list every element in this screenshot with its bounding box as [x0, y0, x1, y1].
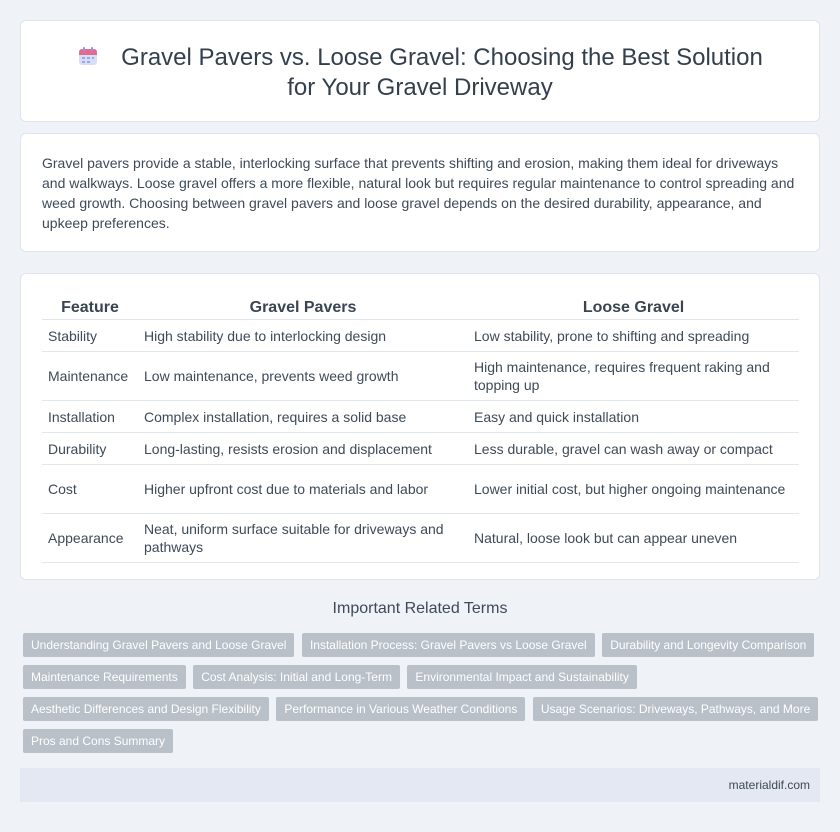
related-term-tag[interactable]: Durability and Longevity Comparison	[602, 633, 814, 657]
table-row	[42, 514, 799, 563]
related-term-tag[interactable]: Pros and Cons Summary	[23, 729, 173, 753]
comparison-table	[42, 296, 799, 563]
pavers-cell: Neat, uniform surface suitable for driveways and pathways	[138, 514, 468, 563]
table-row	[42, 433, 799, 465]
related-term-tag[interactable]: Cost Analysis: Initial and Long-Term	[193, 665, 400, 689]
related-term-tag[interactable]: Performance in Various Weather Conditions	[276, 697, 525, 721]
pavers-cell: Higher upfront cost due to materials and labor	[138, 465, 468, 514]
comparison-table-card	[20, 273, 820, 580]
loose-cell: Less durable, gravel can wash away or compact	[468, 433, 799, 465]
feature-cell: Appearance	[42, 514, 138, 563]
table-row	[42, 465, 799, 514]
table-row	[42, 352, 799, 401]
footer	[20, 768, 820, 802]
related-terms-title: Important Related Terms	[332, 600, 508, 617]
related-term-tag[interactable]: Environmental Impact and Sustainability	[407, 665, 636, 689]
feature-cell: Cost	[42, 465, 138, 514]
loose-cell: High maintenance, requires frequent raking and topping up	[468, 352, 799, 401]
calendar-icon	[77, 45, 99, 67]
pavers-cell: High stability due to interlocking design	[138, 320, 468, 352]
intro-paragraph: Gravel pavers provide a stable, interlocking surface that prevents shifting and erosion, making them ideal for driveways and walkways. Loose gravel offers a more flexible, natural look but requires regular maintenance to control spreading and weed growth. Choosing between gravel pavers and loose gravel depends on the desired durability, appearance, and upkeep preferences.	[42, 155, 795, 231]
pavers-cell: Complex installation, requires a solid base	[138, 401, 468, 433]
table-row	[42, 401, 799, 433]
title-card	[20, 20, 820, 122]
header-loose-gravel: Loose Gravel	[468, 296, 799, 320]
related-term-tag[interactable]: Understanding Gravel Pavers and Loose Gravel	[23, 633, 294, 657]
loose-cell: Natural, loose look but can appear uneven	[468, 514, 799, 563]
page-title	[61, 43, 779, 103]
feature-cell: Installation	[42, 401, 138, 433]
pavers-cell: Long-lasting, resists erosion and displacement	[138, 433, 468, 465]
pavers-cell: Low maintenance, prevents weed growth	[138, 352, 468, 401]
related-terms-list	[23, 633, 823, 761]
loose-cell: Lower initial cost, but higher ongoing maintenance	[468, 465, 799, 514]
table-header-row	[42, 296, 799, 320]
feature-cell: Maintenance	[42, 352, 138, 401]
related-term-tag[interactable]: Usage Scenarios: Driveways, Pathways, and More	[533, 697, 818, 721]
related-term-tag[interactable]: Installation Process: Gravel Pavers vs Loose Gravel	[302, 633, 595, 657]
table-row	[42, 320, 799, 352]
intro-card	[20, 133, 820, 252]
feature-cell: Durability	[42, 433, 138, 465]
related-term-tag[interactable]: Aesthetic Differences and Design Flexibility	[23, 697, 269, 721]
feature-cell: Stability	[42, 320, 138, 352]
page-title-text: Gravel Pavers vs. Loose Gravel: Choosing the Best Solution for Your Gravel Driveway	[121, 44, 763, 101]
header-gravel-pavers: Gravel Pavers	[138, 296, 468, 320]
footer-site-link[interactable]: materialdif.com	[728, 778, 810, 792]
header-feature: Feature	[42, 296, 138, 320]
loose-cell: Easy and quick installation	[468, 401, 799, 433]
loose-cell: Low stability, prone to shifting and spreading	[468, 320, 799, 352]
related-term-tag[interactable]: Maintenance Requirements	[23, 665, 186, 689]
